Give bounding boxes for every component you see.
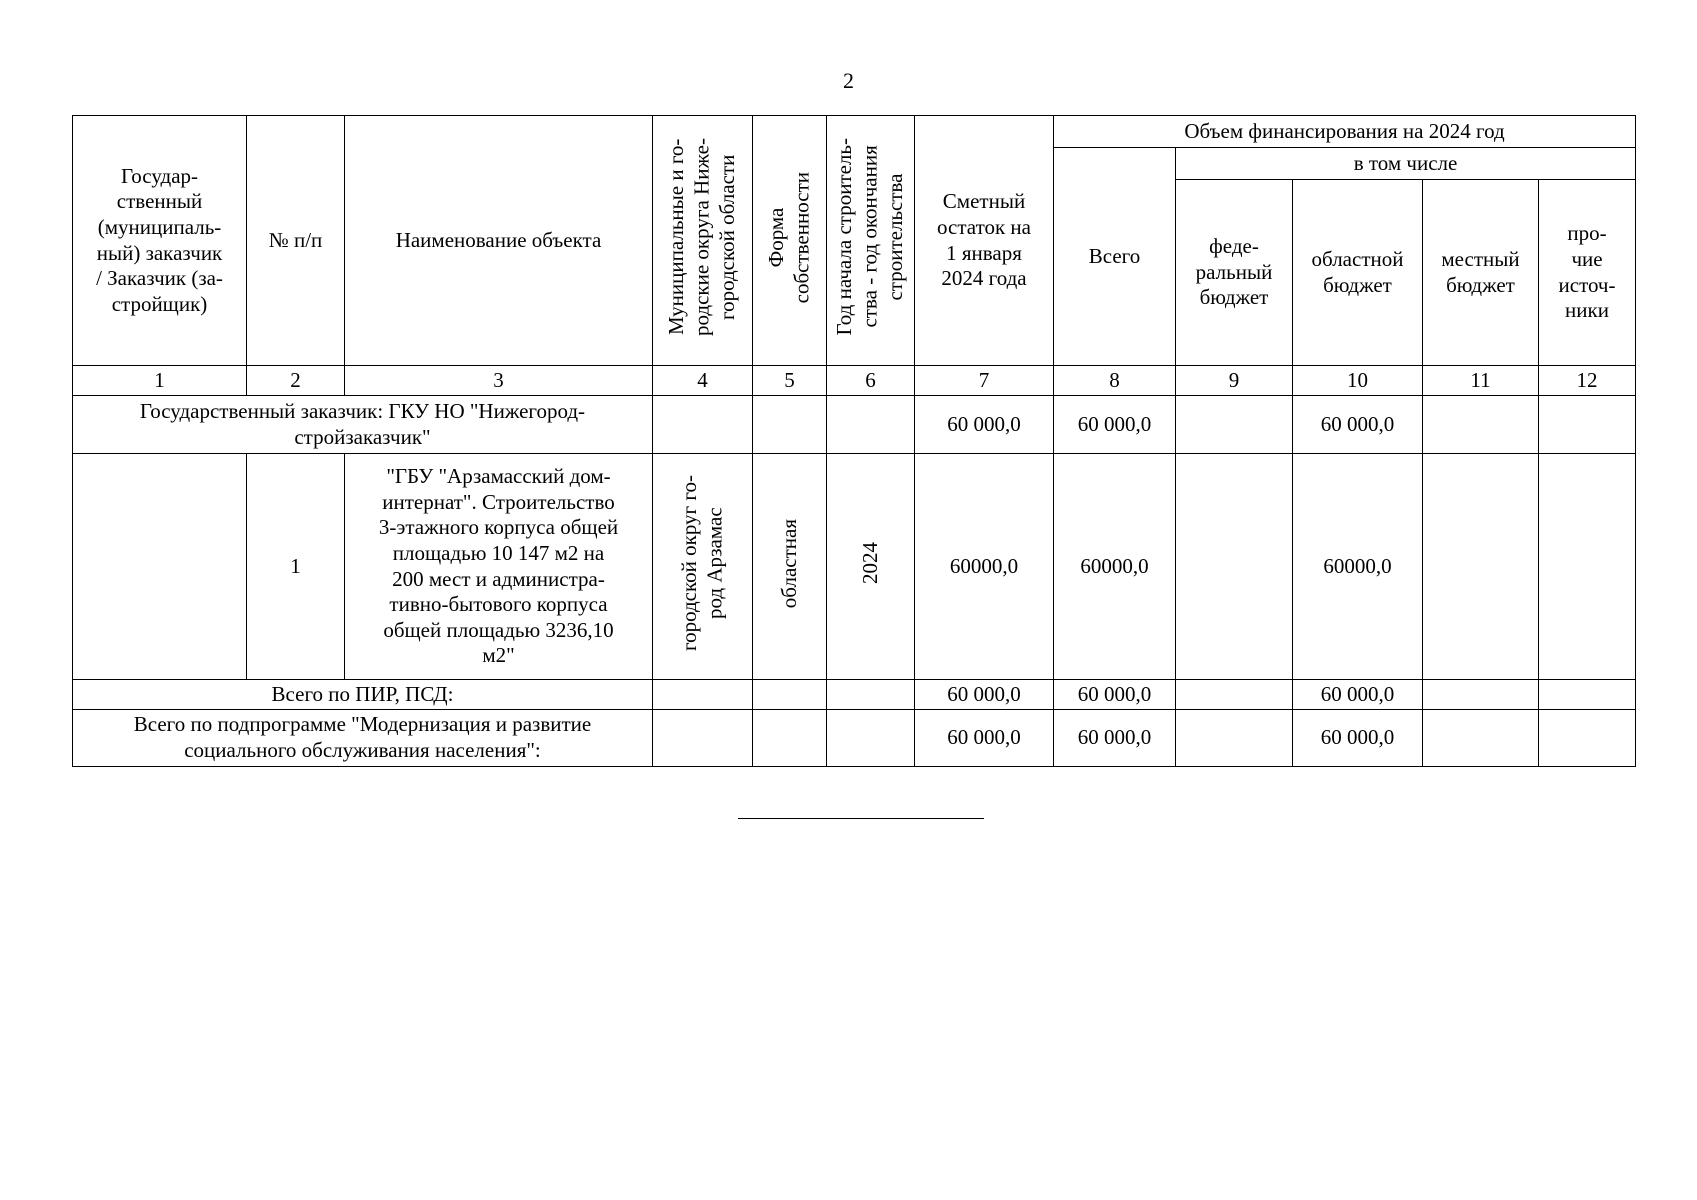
total-value: 60 000,0 [1054, 396, 1176, 454]
district-cell [653, 454, 753, 680]
empty-cell [1539, 680, 1636, 710]
column-number: 12 [1539, 366, 1636, 396]
empty-cell [827, 710, 915, 767]
total-header: Всего [1054, 148, 1176, 366]
customer-label: Государственный заказчик: ГКУ НО "Нижегород- стройзаказчик" [73, 396, 653, 454]
object-name-header: Наименование объекта [345, 116, 653, 366]
subprogram-label: Всего по подпрограмме "Модернизация и развитие социального обслуживания населения": [73, 710, 653, 767]
empty-cell [753, 396, 827, 454]
column-number: 7 [915, 366, 1054, 396]
empty-cell [653, 396, 753, 454]
empty-cell [753, 680, 827, 710]
regional-value: 60 000,0 [1293, 396, 1423, 454]
empty-cell [827, 680, 915, 710]
empty-cell [1423, 680, 1539, 710]
financing-header: Объем финансирования на 2024 год [1054, 116, 1636, 148]
column-number: 2 [247, 366, 345, 396]
districts-header-cell [653, 116, 753, 366]
page-number: 2 [843, 68, 854, 93]
closing-rule [738, 818, 984, 819]
years-header-cell [827, 116, 915, 366]
column-number: 6 [827, 366, 915, 396]
estimate-value: 60 000,0 [915, 710, 1054, 767]
customer-header: Государ- ственный (муниципаль- ный) заказчик / Заказчик (за- стройщик) [73, 116, 247, 366]
empty-cell [653, 680, 753, 710]
years-cell [827, 454, 915, 680]
years-header: Год начала строитель- ства - год окончания строительства [832, 138, 908, 336]
empty-cell [1176, 454, 1293, 680]
column-number: 4 [653, 366, 753, 396]
empty-cell [73, 454, 247, 680]
object-row [73, 454, 1636, 680]
empty-cell [1423, 454, 1539, 680]
empty-cell [1539, 454, 1636, 680]
estimate-header: Сметный остаток на 1 января 2024 года [915, 116, 1054, 366]
regional-value: 60 000,0 [1293, 710, 1423, 767]
column-number: 8 [1054, 366, 1176, 396]
districts-header: Муниципальные и го- родские округа Ниже- городской области [664, 138, 740, 337]
empty-cell [653, 710, 753, 767]
district-value: городской округ го- род Арзамас [676, 475, 727, 652]
column-number-row [73, 366, 1636, 396]
regional-header: областной бюджет [1293, 180, 1423, 366]
column-number: 1 [73, 366, 247, 396]
ownership-header-cell [753, 116, 827, 366]
empty-cell [753, 710, 827, 767]
empty-cell [1176, 710, 1293, 767]
ownership-cell [753, 454, 827, 680]
financing-table [72, 115, 1636, 767]
column-number: 11 [1423, 366, 1539, 396]
subprogram-row [73, 710, 1636, 767]
years-value: 2024 [857, 542, 882, 585]
empty-cell [827, 396, 915, 454]
column-number: 9 [1176, 366, 1293, 396]
estimate-value: 60 000,0 [915, 396, 1054, 454]
empty-cell [1423, 396, 1539, 454]
regional-value: 60000,0 [1293, 454, 1423, 680]
ownership-header: Форма собственности [763, 171, 814, 303]
empty-cell [1539, 710, 1636, 767]
estimate-value: 60 000,0 [915, 680, 1054, 710]
ownership-value: областная [776, 518, 801, 608]
total-pir-label: Всего по ПИР, ПСД: [73, 680, 653, 710]
column-number: 5 [753, 366, 827, 396]
total-pir-row [73, 680, 1636, 710]
object-name: "ГБУ "Арзамасский дом- интернат". Строительство 3-этажного корпуса общей площадью 10 147 м2 на 200 мест и администра- тивно-бытового корпуса общей площадью 3236,10 м2" [345, 454, 653, 680]
column-number: 10 [1293, 366, 1423, 396]
object-number: 1 [247, 454, 345, 680]
customer-row [73, 396, 1636, 454]
column-number: 3 [345, 366, 653, 396]
total-value: 60 000,0 [1054, 680, 1176, 710]
local-header: местный бюджет [1423, 180, 1539, 366]
estimate-value: 60000,0 [915, 454, 1054, 680]
num-header: № п/п [247, 116, 345, 366]
total-value: 60000,0 [1054, 454, 1176, 680]
empty-cell [1423, 710, 1539, 767]
empty-cell [1176, 680, 1293, 710]
other-header: про- чие источ- ники [1539, 180, 1636, 366]
empty-cell [1176, 396, 1293, 454]
empty-cell [1539, 396, 1636, 454]
federal-header: феде- ральный бюджет [1176, 180, 1293, 366]
including-header: в том числе [1176, 148, 1636, 180]
total-value: 60 000,0 [1054, 710, 1176, 767]
regional-value: 60 000,0 [1293, 680, 1423, 710]
